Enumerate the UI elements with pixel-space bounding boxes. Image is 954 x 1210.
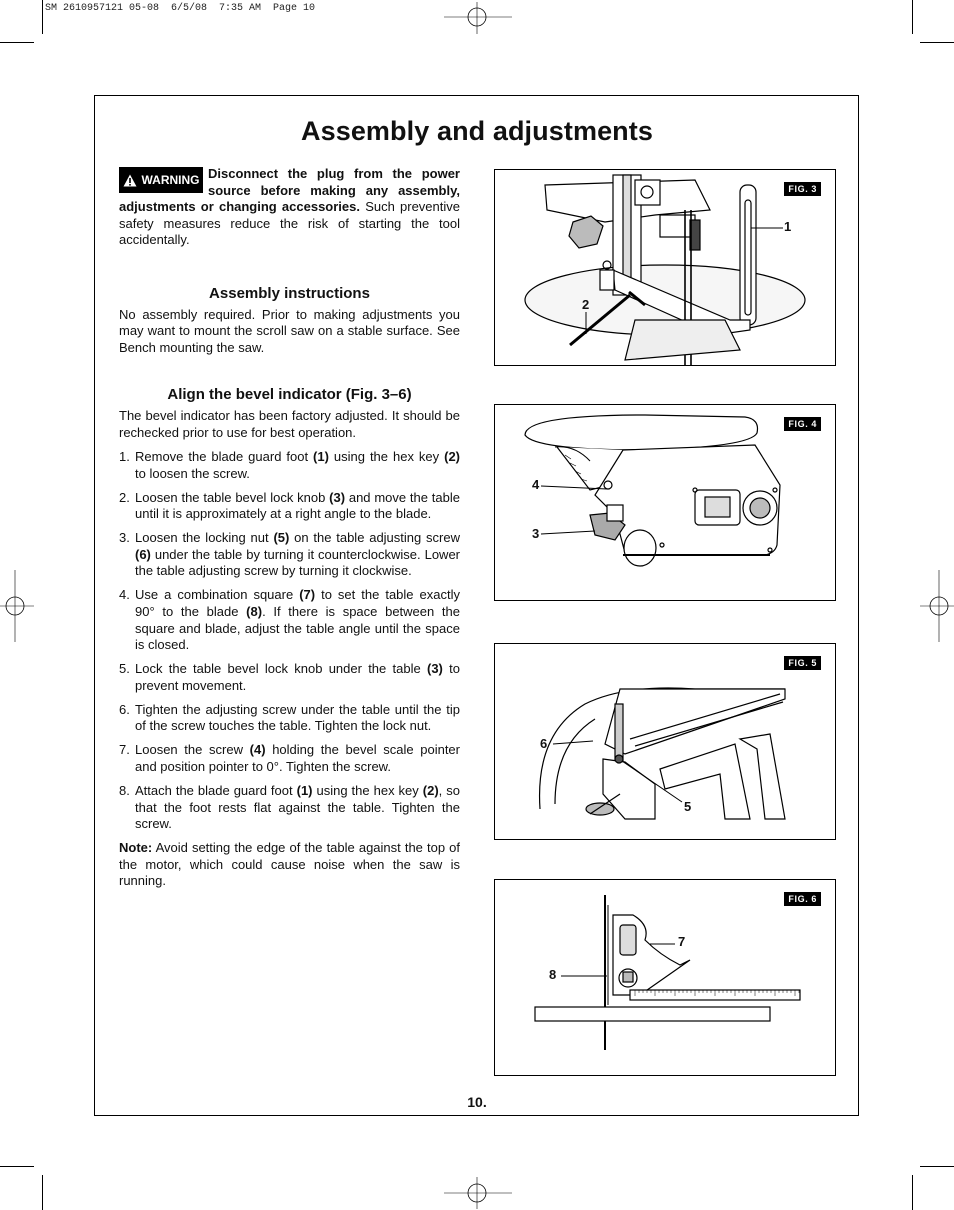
step-number: 3. [119,530,130,546]
figure-4-callout-4: 4 [532,477,540,492]
step-text: Attach the blade guard foot [135,782,297,798]
figure-3 [494,169,836,366]
step-text: Remove the blade guard foot [135,449,314,465]
figure-4-callout-3: 3 [532,526,540,541]
step-text: . If there is space between the square and blade, adjust the table angle until the space is closed. [135,604,461,653]
step-reference: (2) [444,449,460,465]
step-reference: (8) [246,604,263,620]
crop-mark [42,0,43,34]
step-text: Use a combination square [135,587,300,603]
crop-mark [42,1175,43,1210]
note-body: Avoid setting the edge of the table against the top of the motor, which could cause noise when the saw is running. [119,840,460,889]
step-text: Lock the table bevel lock knob under the table [135,661,427,677]
step-text: using the hex key [328,449,445,465]
registration-mark-right [920,570,954,642]
figure-6-callout-7: 7 [678,934,686,949]
crop-mark [920,42,954,43]
crop-mark [920,1166,954,1167]
instructions-column [119,166,460,890]
registration-mark-top [444,2,512,34]
step-reference: (1) [296,782,313,798]
bevel-intro: The bevel indicator has been factory adjusted. It should be rechecked prior to use for best operation. [119,407,460,440]
figure-4 [494,404,836,601]
figure-6-label: FIG. 6 [784,892,821,906]
bevel-steps-list [119,449,460,833]
step-item [119,702,460,735]
step-reference: (3) [427,661,443,677]
figure-3-callout-2: 2 [582,297,590,312]
figure-6 [494,879,836,1076]
step-text: under the table by turning it counterclockwise. Lower the table adjusting screw by turning it clockwise. [135,546,460,579]
warning-triangle-icon [123,174,137,187]
figure-6-callout-8: 8 [549,967,557,982]
registration-mark-bottom [444,1177,512,1209]
step-reference: (1) [313,449,329,465]
assembly-heading: Assembly instructions [209,284,370,302]
step-reference: (4) [249,742,266,758]
step-reference: (5) [273,530,290,546]
step-text: , so that the foot rests flat against the table. Tighten the screw. [135,782,460,832]
step-text: Loosen the table bevel lock knob [135,489,330,505]
step-text: and move the table until it is approximately at a right angle to the blade. [135,489,460,522]
step-text: using the hex key [312,782,423,798]
warning-badge [119,167,203,193]
figure-4-label: FIG. 4 [784,417,821,431]
bevel-heading: Align the bevel indicator (Fig. 3–6) [167,386,412,404]
step-item [119,449,460,482]
step-item [119,490,460,523]
step-text: Loosen the locking nut [135,530,274,546]
step-item [119,661,460,694]
step-text: Tighten the adjusting screw under the table until the tip of the screw touches the table. Tighten the lock nut. [135,701,460,734]
step-reference: (6) [135,546,151,562]
step-reference: (3) [329,489,346,505]
warning-badge-label: WARNING [141,172,200,187]
note-label: Note: [119,840,153,856]
warning-paragraph [119,166,460,249]
assembly-body: No assembly required. Prior to making adjustments you may want to mount the scroll saw on a stable surface. See Bench mounting the saw. [119,306,460,355]
step-number: 7. [119,742,130,758]
figure-5-label: FIG. 5 [784,656,821,670]
figure-5 [494,643,836,840]
step-text: holding the bevel scale pointer and position pointer to 0°. Tighten the screw. [135,742,460,774]
step-number: 8. [119,782,130,798]
step-reference: (2) [422,782,439,798]
crop-mark [0,42,34,43]
step-text: to set the table exactly 90° to the blade [135,587,460,620]
warning-body: Such preventive safety measures reduce the risk of starting the tool accidentally. [119,199,460,248]
figure-4-illustration [495,405,836,601]
step-text: to prevent movement. [135,661,460,693]
crop-mark [912,1175,913,1210]
page-title: Assembly and adjustments [300,116,653,146]
step-item [119,783,460,833]
step-text: to loosen the screw. [135,465,250,481]
figure-3-label: FIG. 3 [784,182,821,196]
warning-lead: Disconnect the plug from the power source before making any assembly, adjustments or changing accessories. [119,166,460,215]
figure-5-callout-5: 5 [684,799,692,814]
figure-5-callout-6: 6 [540,736,548,751]
step-text: on the table adjusting screw [289,530,460,546]
step-number: 5. [119,661,130,677]
step-item [119,742,460,775]
step-number: 2. [119,489,130,505]
step-number: 6. [119,701,130,717]
figure-3-illustration [495,170,836,366]
step-item [119,587,460,653]
step-reference: (7) [299,587,316,603]
printer-slug: SM 2610957121 05-08 6/5/08 7:35 AM Page 10 [45,3,316,14]
step-number: 1. [119,449,130,465]
figure-6-illustration [495,880,836,1076]
step-item [119,530,460,580]
step-text: Loosen the screw [135,742,250,758]
step-number: 4. [119,587,130,603]
crop-mark [912,0,913,34]
figure-3-callout-1: 1 [784,219,792,234]
crop-mark [0,1166,34,1167]
page-number: 10. [467,1094,487,1110]
note-paragraph [119,840,460,890]
registration-mark-left [0,570,34,642]
